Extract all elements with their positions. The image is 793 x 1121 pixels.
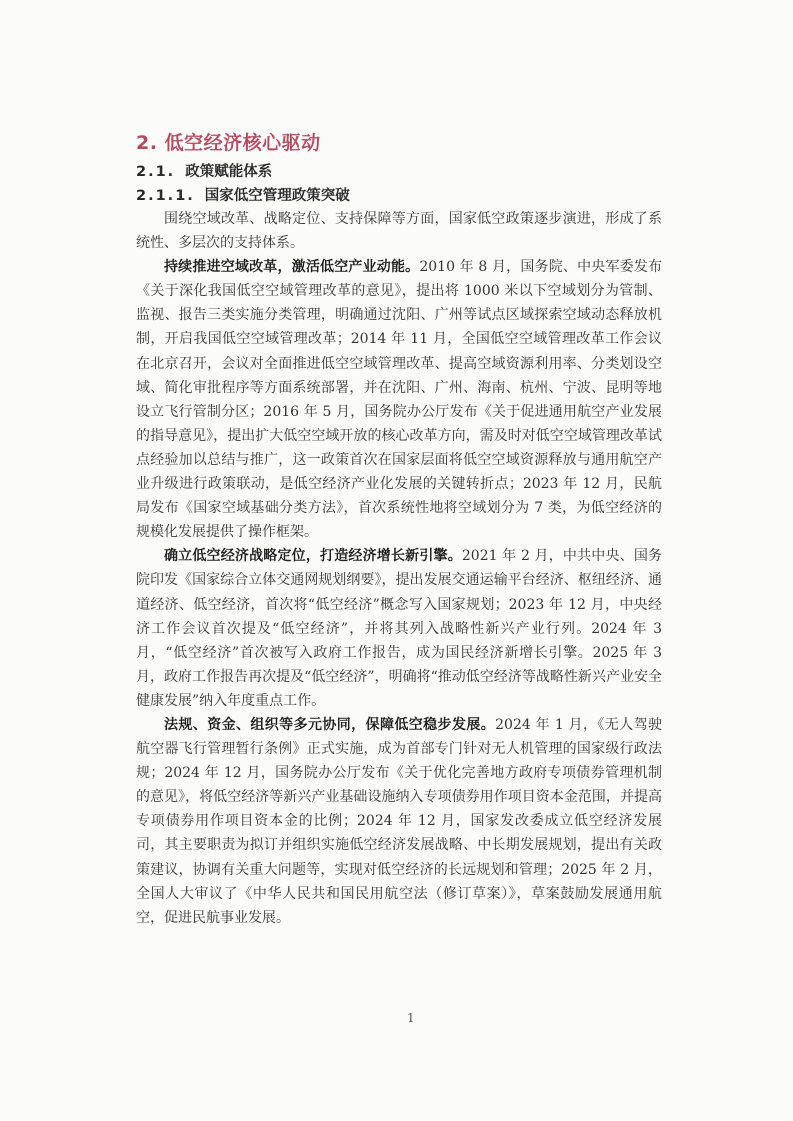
subsection-title: 政策赋能体系 [185,164,273,180]
paragraph-text: 2024 年 1 月，《无人驾驶航空器飞行管理暂行条例》正式实施，成为首部专门针对无人机管理的国家级行政法规；2024 年 12 月，国务院办公厅发布《关于优化完善地方政府专项债券管理机制的意见》，将低空经济等新兴产业基础设施纳入专项债券用作项目资本金范围，并提高专项债券用作项目资本金的比例；2024 年 12 月，国家发改委成立低空经济发展司，其主要职责为拟订并组织实施低空经济发展战略、中长期发展规划，提出有关政策建议，协调有关重大问题等，实现对低空经济的长远规划和管理；2025 年 2 月，全国人大审议了《中华人民共和国民用航空法（修订草案）》，草案鼓励发展通用航空，促进民航事业发展。 [136,716,662,926]
paragraph [136,207,662,255]
section-number: 2. [136,132,158,154]
subsection-heading [136,161,272,183]
paragraph-lead: 确立低空经济战略定位，打造经济增长新引擎。 [164,548,462,565]
subsubsection-heading [136,185,350,207]
body-text [136,207,662,930]
paragraph-text: 围绕空域改革、战略定位、支持保障等方面，国家低空政策逐步演进，形成了系统性、多层次的支持体系。 [136,211,662,252]
paragraph [136,255,662,544]
subsection-number: 2.1. [136,164,176,180]
paragraph-text: 2010 年 8 月，国务院、中央军委发布《关于深化我国低空空域管理改革的意见》，提出将 1000 米以下空域划分为管制、监视、报告三类实施分类管理，明确通过沈阳、广州等试点区域探索空域动态释放机制，开启我国低空空域管理改革；2014 年 11 月，全国低空空域管理改革工作会议在北京召开，会议对全面推进低空空域管理改革、提高空域资源利用率、分类划设空域、简化审批程序等方面系统部署，并在沈阳、广州、海南、杭州、宁波、昆明等地设立飞行管制分区；2016 年 5 月，国务院办公厅发布《关于促进通用航空产业发展的指导意见》，提出扩大低空空域开放的核心改革方向，需及时对低空空域管理改革试点经验加以总结与推广，这一政策首次在国家层面将低空空域资源释放与通用航空产业升级进行政策联动，是低空经济产业化发展的关键转折点；2023 年 12 月，民航局发布《国家空域基础分类方法》，首次系统性地将空域划分为 7 类，为低空经济的规模化发展提供了操作框架。 [136,259,663,541]
paragraph [136,713,662,930]
paragraph-text: 2021 年 2 月，中共中央、国务院印发《国家综合立体交通网规划纲要》，提出发展交通运输平台经济、枢纽经济、通道经济、低空经济，首次将“低空经济”概念写入国家规划；2023 年 12 月，中央经济工作会议首次提及“低空经济”，并将其列入战略性新兴产业行列。2024 年 3 月，“低空经济”首次被写入政府工作报告，成为国民经济新增长引擎。2025 年 3 月，政府工作报告再次提及“低空经济”，明确将“推动低空经济等战略性新兴产业安全健康发展”纳入年度重点工作。 [136,548,662,709]
subsubsection-title: 国家低空管理政策突破 [204,188,350,204]
section-heading [136,130,321,156]
paragraph-lead: 持续推进空域改革，激活低空产业动能。 [164,259,420,276]
paragraph-lead: 法规、资金、组织等多元协同，保障低空稳步发展。 [164,716,496,733]
section-title: 低空经济核心驱动 [164,132,321,154]
paragraph [136,544,662,713]
subsubsection-number: 2.1.1. [136,188,195,204]
page-number: 1 [407,1011,415,1025]
